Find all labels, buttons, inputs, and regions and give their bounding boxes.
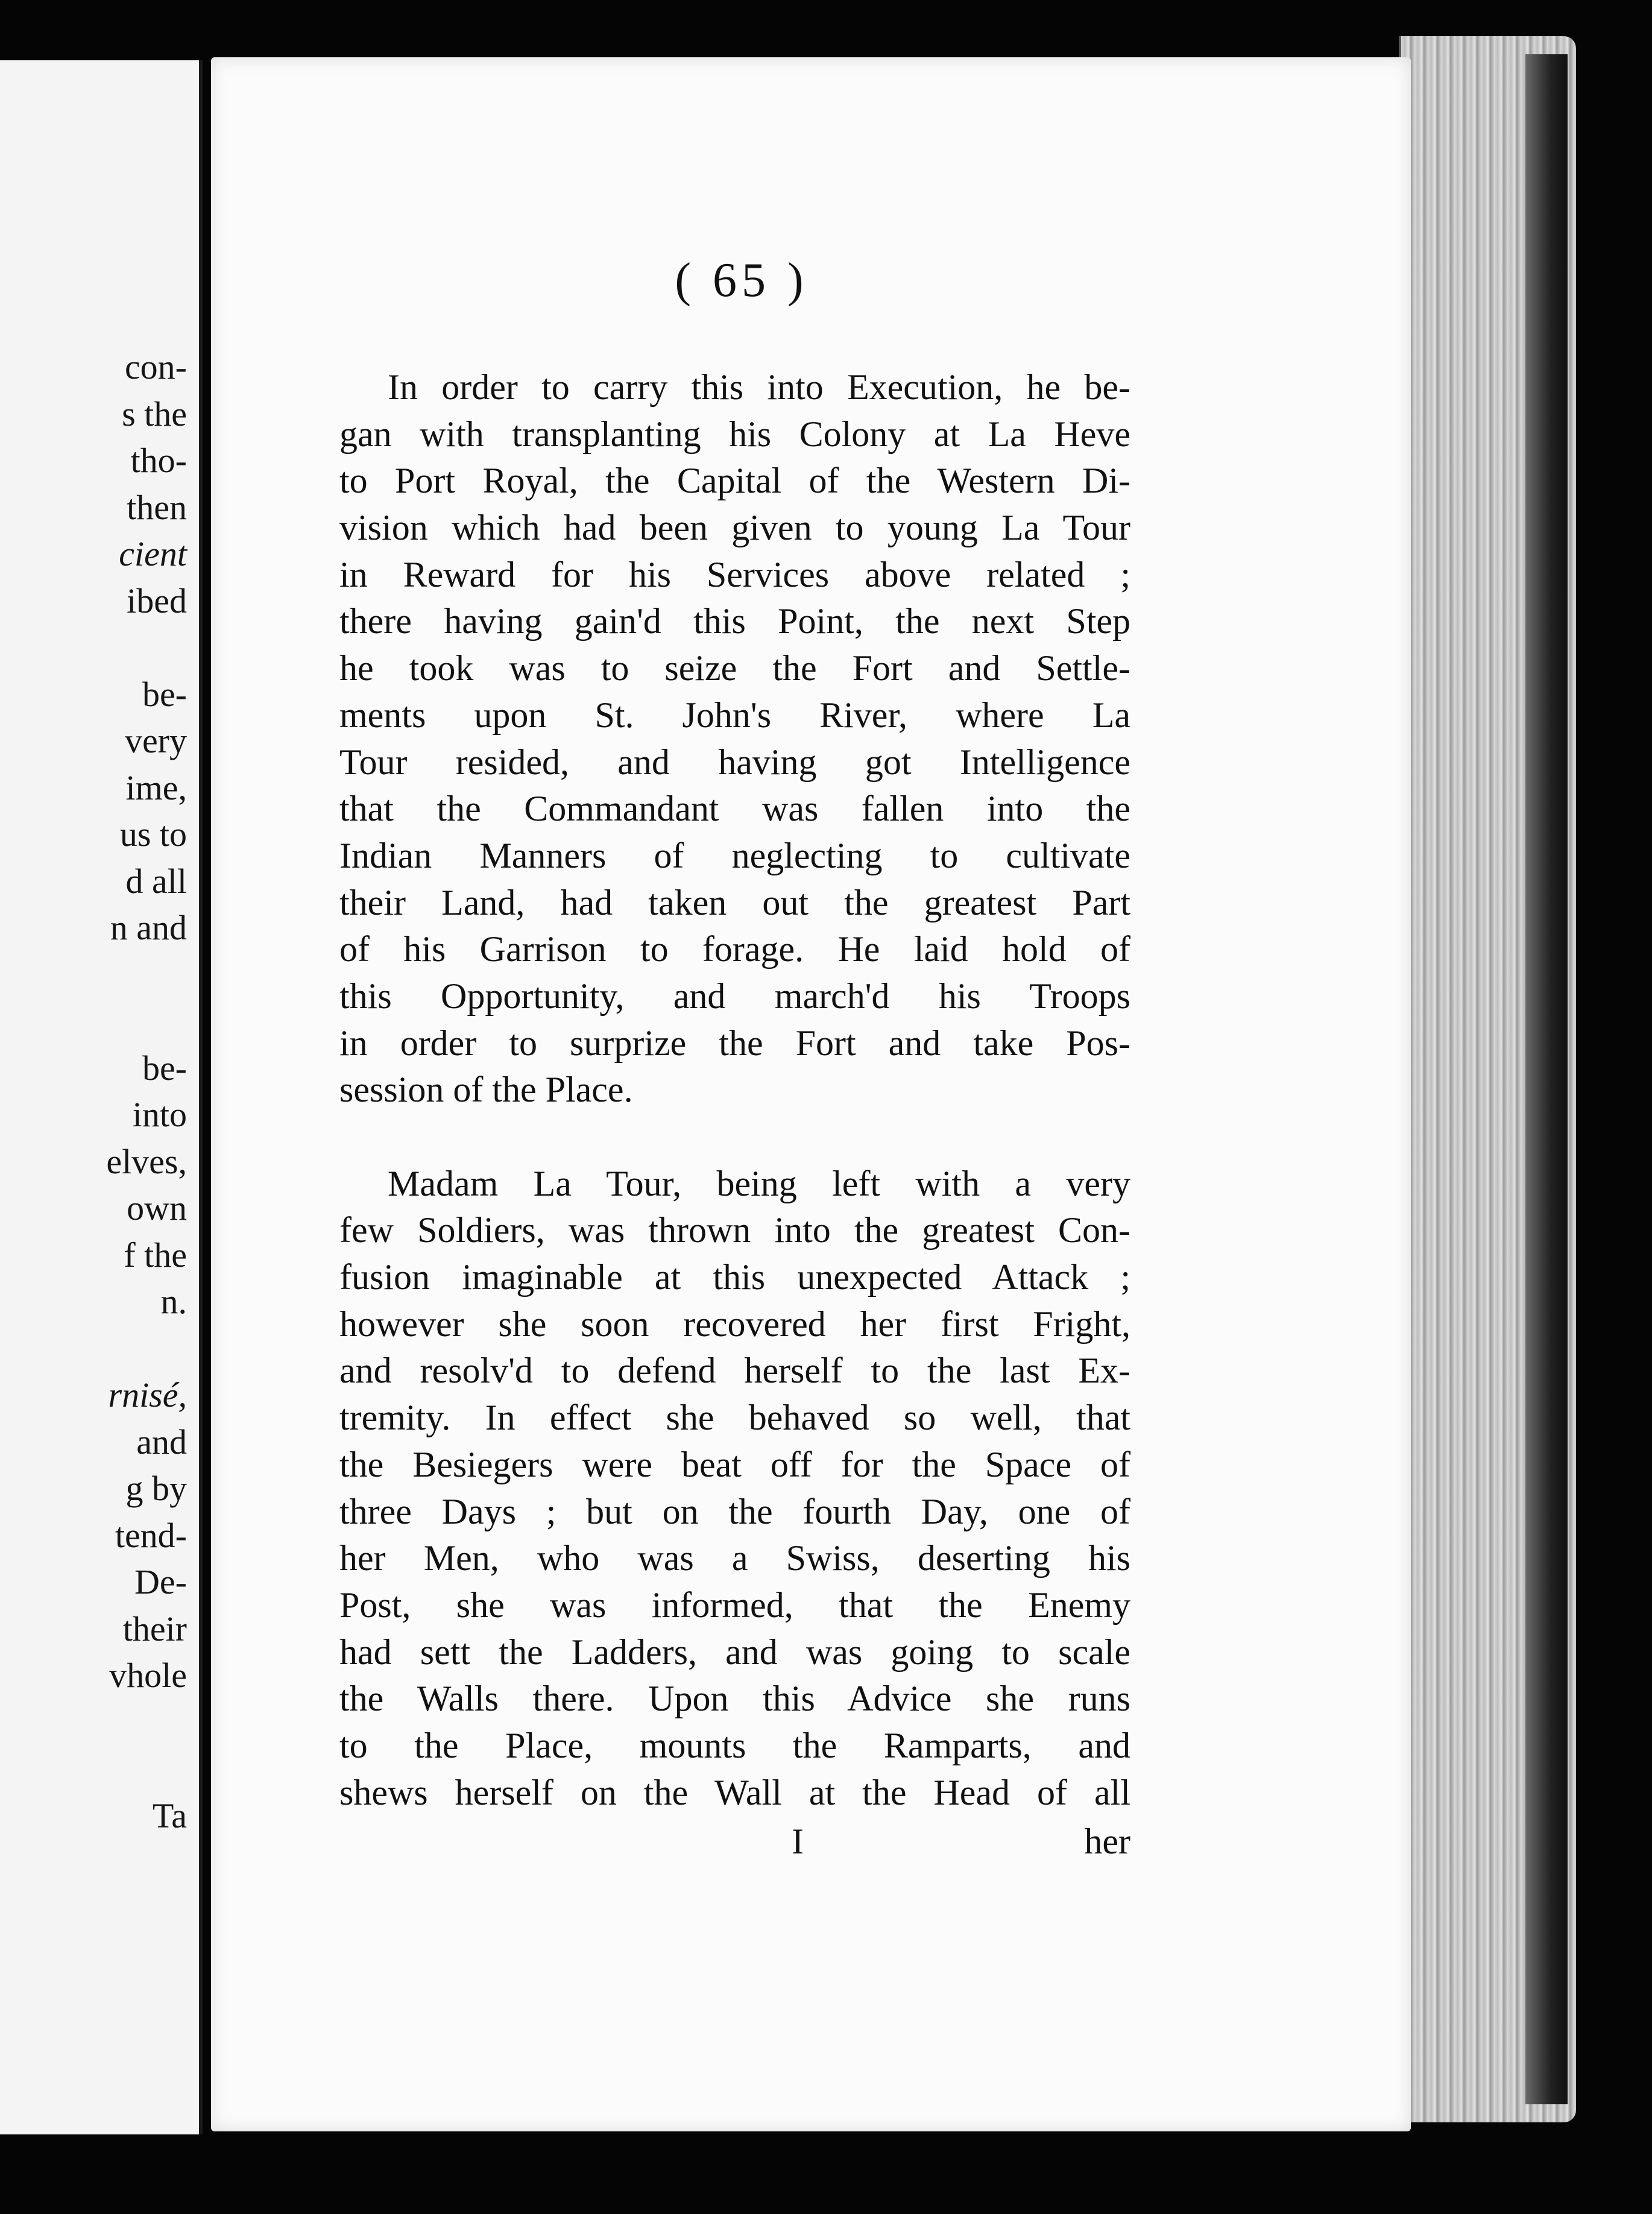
left-page-fragment: s the xyxy=(122,394,187,434)
left-page-fragment: n. xyxy=(160,1282,187,1321)
text-line: their Land, had taken out the greatest Part xyxy=(339,882,1130,922)
text-line: in order to surprize the Fort and take Pos- xyxy=(339,1023,1130,1063)
text-line: that the Commandant was fallen into the xyxy=(339,789,1130,829)
text-line: her Men, who was a Swiss, deserting his xyxy=(339,1538,1130,1578)
body-text xyxy=(339,364,1130,1816)
left-page-fragment: then xyxy=(127,487,187,527)
left-page-fragment: ibed xyxy=(127,581,187,620)
left-page-fragment: tend- xyxy=(115,1515,187,1555)
page-footer xyxy=(339,1821,1130,1869)
signature-mark: I xyxy=(792,1821,804,1861)
left-page-fragment: f the xyxy=(124,1235,187,1275)
left-page-fragment: vhole xyxy=(109,1656,187,1695)
text-line: he took was to seize the Fort and Settle- xyxy=(339,648,1130,689)
left-page-fragment: be- xyxy=(142,1048,187,1088)
text-line: shews herself on the Wall at the Head of all xyxy=(339,1772,1130,1812)
left-page-fragment: be- xyxy=(142,674,187,714)
left-page-fragment: ime, xyxy=(125,768,187,807)
text-line: ments upon St. John's River, where La xyxy=(339,695,1130,735)
left-page-fragment xyxy=(0,951,193,998)
left-page-fragment xyxy=(0,998,193,1045)
text-line: this Opportunity, and march'd his Troops xyxy=(339,976,1130,1016)
left-page-fragment xyxy=(0,1699,193,1746)
left-page-text-fragments xyxy=(0,344,193,1839)
text-line: session of the Place. xyxy=(339,1070,633,1110)
text-line: to the Place, mounts the Ramparts, and xyxy=(339,1725,1130,1765)
text-line: however she soon recovered her first Fright, xyxy=(339,1304,1130,1344)
text-line: in Reward for his Services above related ; xyxy=(339,554,1130,594)
text-line: had sett the Ladders, and was going to scale xyxy=(339,1632,1130,1672)
text-line: the Besiegers were beat off for the Space of xyxy=(339,1444,1130,1484)
text-line: of his Garrison to forage. He laid hold of xyxy=(339,929,1130,970)
left-page-fragment: into xyxy=(132,1095,187,1134)
left-facing-page xyxy=(0,60,203,2134)
text-line: there having gain'd this Point, the next Step xyxy=(339,601,1130,642)
text-line: fusion imaginable at this unexpected Attack ; xyxy=(339,1257,1130,1298)
text-line: the Walls there. Upon this Advice she runs xyxy=(339,1679,1130,1719)
text-line: to Port Royal, the Capital of the Western Di- xyxy=(339,461,1130,501)
left-page-fragment xyxy=(0,1746,193,1793)
paragraph-gap xyxy=(339,1114,1130,1161)
text-line: and resolv'd to defend herself to the last Ex- xyxy=(339,1351,1130,1391)
left-page-fragment xyxy=(0,624,193,671)
text-line: vision which had been given to young La Tour xyxy=(339,508,1130,548)
catchword: her xyxy=(1084,1821,1130,1861)
paragraph-2 xyxy=(339,1161,1130,1817)
left-page-fragment: De- xyxy=(134,1562,187,1601)
text-line: Post, she was informed, that the Enemy xyxy=(339,1585,1130,1625)
text-line: Indian Manners of neglecting to cultivate xyxy=(339,835,1130,875)
page-number: ( 65 ) xyxy=(675,254,809,307)
text-line: few Soldiers, was thrown into the greatest Con- xyxy=(339,1210,1130,1250)
paragraph-1 xyxy=(339,364,1130,1114)
left-page-fragment: Ta xyxy=(152,1796,187,1835)
left-page-fragment xyxy=(0,1325,193,1372)
left-page-fragment: cient xyxy=(119,534,187,573)
left-page-fragment: g by xyxy=(125,1469,187,1508)
text-line: Madam La Tour, being left with a very xyxy=(388,1163,1130,1203)
text-line: Tour resided, and having got Intelligence xyxy=(339,742,1130,782)
book-cover-edge xyxy=(1525,54,1568,2104)
text-line: three Days ; but on the fourth Day, one of xyxy=(339,1491,1130,1531)
left-page-fragment: rnisé, xyxy=(108,1375,187,1414)
left-page-fragment: d all xyxy=(125,861,187,901)
text-line: gan with transplanting his Colony at La Heve xyxy=(339,414,1130,454)
left-page-fragment: their xyxy=(122,1609,187,1648)
text-line: In order to carry this into Execution, he be- xyxy=(388,367,1130,407)
left-page-fragment: very xyxy=(124,721,187,760)
left-page-fragment: tho- xyxy=(130,441,187,480)
left-page-fragment: n and xyxy=(110,908,187,947)
left-page-fragment: and xyxy=(136,1422,187,1462)
left-page-fragment: con- xyxy=(124,347,187,386)
left-page-fragment: elves, xyxy=(106,1141,187,1181)
left-page-fragment: own xyxy=(127,1188,187,1228)
left-page-fragment: us to xyxy=(119,815,187,854)
text-line: tremity. In effect she behaved so well, that xyxy=(339,1398,1130,1438)
